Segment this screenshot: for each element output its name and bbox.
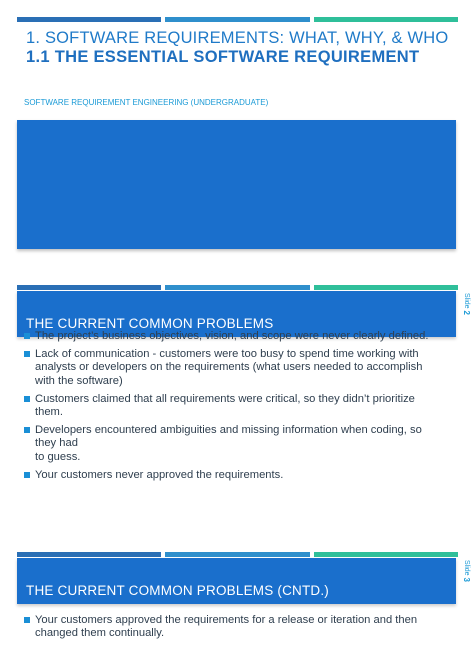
slide-number-value: 3 [462,577,471,582]
bullet-list [24,330,444,487]
bullet-icon [24,351,30,357]
slide-3 [0,552,474,640]
slide-2 [0,285,474,547]
list-item: The project’s business objectives, vision, and scope were never clearly defined. [24,330,444,343]
list-item: Your customers approved the requirements for a release or iteration and then changed them continually. [24,614,444,640]
accent-bar-segment [314,17,458,22]
bullet-icon [24,617,30,623]
accent-bar-segment [17,552,161,557]
accent-bar [17,552,458,557]
slide-number [459,293,471,315]
slide-heading: THE CURRENT COMMON PROBLEMS (CNTD.) [26,583,330,598]
bullet-icon [24,396,30,402]
bullet-list [24,614,444,645]
slide-title: 1. SOFTWARE REQUIREMENTS: WHAT, WHY, & WHO [26,29,449,47]
list-item: Developers encountered ambiguities and missing information when coding, so they had to guess. [24,424,444,464]
slide-subtitle: 1.1 THE ESSENTIAL SOFTWARE REQUIREMENT [26,48,420,66]
accent-bar-segment [314,552,458,557]
slide-label: Slide [463,293,470,309]
slide-number-value: 2 [462,310,471,315]
slide-heading: THE CURRENT COMMON PROBLEMS [26,316,274,331]
title-panel [17,120,456,249]
slide-number [459,560,471,582]
list-item: Lack of communication - customers were too busy to spend time working with analysts or developers on the requirements (what users needed to accomplish with the software) [24,348,444,388]
bullet-icon [24,333,30,339]
accent-bar [17,285,458,290]
accent-bar-segment [165,17,309,22]
accent-bar [17,17,458,22]
accent-bar-segment [17,285,161,290]
accent-bar-segment [17,17,161,22]
list-item: Your customers never approved the requirements. [24,469,444,482]
slide-1 [0,17,474,267]
accent-bar-segment [314,285,458,290]
accent-bar-segment [165,552,309,557]
bullet-icon [24,472,30,478]
accent-bar-segment [165,285,309,290]
bullet-icon [24,427,30,433]
slide-label: Slide [463,560,470,576]
course-name: SOFTWARE REQUIREMENT ENGINEERING (UNDERGRADUATE) [24,98,269,107]
list-item: Customers claimed that all requirements were critical, so they didn’t prioritize them. [24,393,444,419]
slide-header [17,558,456,604]
